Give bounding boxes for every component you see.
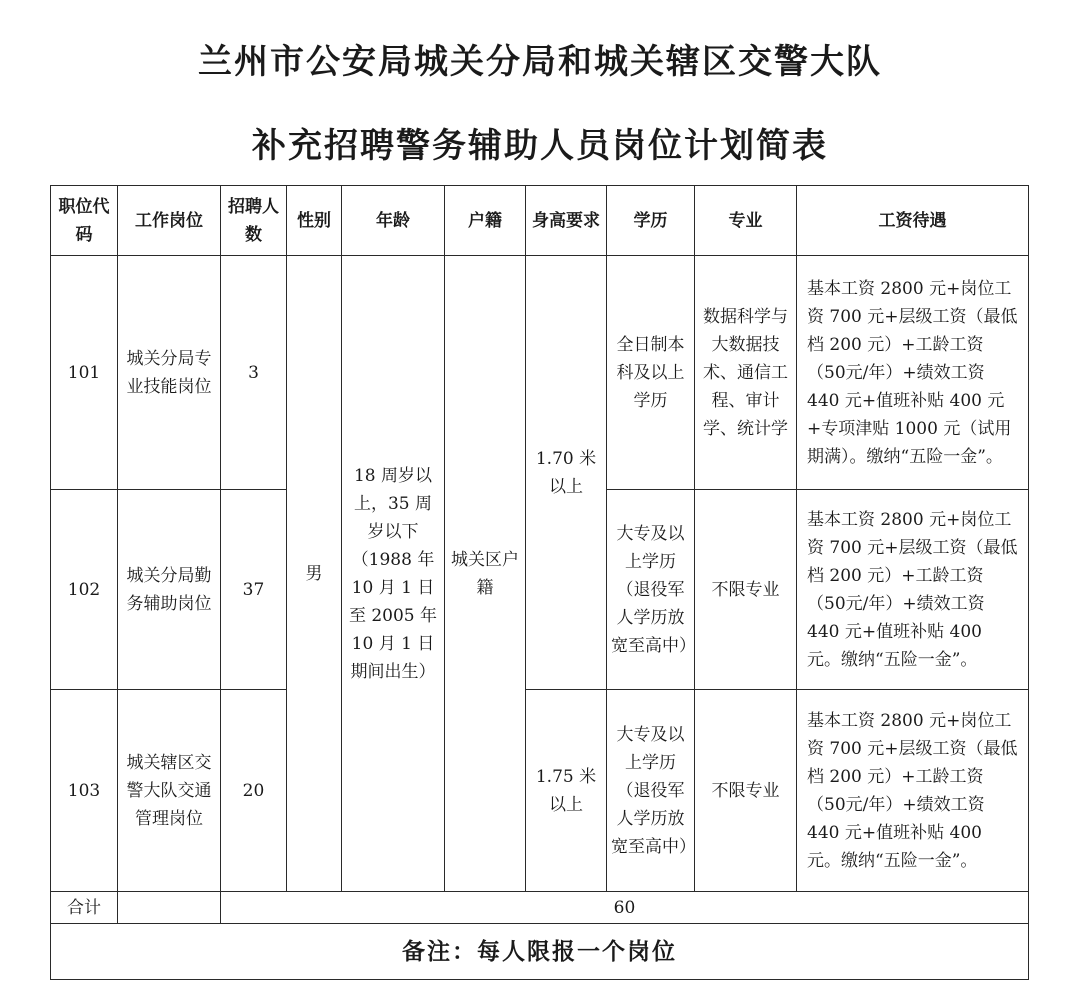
total-value: 60	[221, 892, 1029, 924]
major-requirement: 不限专业	[695, 490, 797, 690]
header-row	[51, 186, 1029, 256]
salary-benefits: 基本工资 2800 元+岗位工资 700 元+层级工资（最低档 200 元）+工龄工资（50元/年）+绩效工资 440 元+值班补贴 400 元。缴纳“五险一金”。	[797, 690, 1029, 892]
total-row	[51, 892, 1029, 924]
header-education: 学历	[607, 186, 695, 256]
position-post: 城关辖区交警大队交通管理岗位	[118, 690, 221, 892]
table-row	[51, 690, 1029, 892]
education-requirement: 大专及以上学历（退役军人学历放宽至高中）	[607, 490, 695, 690]
total-label: 合计	[51, 892, 118, 924]
header-gender: 性别	[287, 186, 342, 256]
position-code: 101	[51, 256, 118, 490]
header-salary: 工资待遇	[797, 186, 1029, 256]
recruitment-plan-table	[50, 185, 1029, 980]
note-row	[51, 924, 1029, 980]
table-row	[51, 256, 1029, 490]
position-post: 城关分局勤务辅助岗位	[118, 490, 221, 690]
position-post: 城关分局专业技能岗位	[118, 256, 221, 490]
page-title-line-1: 兰州市公安局城关分局和城关辖区交警大队	[198, 42, 882, 82]
position-code: 103	[51, 690, 118, 892]
position-count: 3	[221, 256, 287, 490]
header-count: 招聘人数	[221, 186, 287, 256]
salary-benefits: 基本工资 2800 元+岗位工资 700 元+层级工资（最低档 200 元）+工龄工资（50元/年）+绩效工资 440 元+值班补贴 400 元。缴纳“五险一金”。	[797, 490, 1029, 690]
header-post: 工作岗位	[118, 186, 221, 256]
education-requirement: 全日制本科及以上学历	[607, 256, 695, 490]
hukou-requirement: 城关区户籍	[445, 256, 526, 892]
position-code: 102	[51, 490, 118, 690]
total-empty-cell	[118, 892, 221, 924]
remark-note: 备注：每人限报一个岗位	[51, 924, 1029, 980]
height-requirement: 1.75 米以上	[526, 690, 607, 892]
age-requirement: 18 周岁以上，35 周岁以下（1988 年 10 月 1 日至 2005 年 10 月 1 日期间出生）	[342, 256, 445, 892]
header-age: 年龄	[342, 186, 445, 256]
header-major: 专业	[695, 186, 797, 256]
position-count: 37	[221, 490, 287, 690]
height-requirement: 1.70 米以上	[526, 256, 607, 690]
header-height: 身高要求	[526, 186, 607, 256]
page-title-line-2: 补充招聘警务辅助人员岗位计划简表	[252, 126, 828, 166]
salary-benefits: 基本工资 2800 元+岗位工资 700 元+层级工资（最低档 200 元）+工龄工资（50元/年）+绩效工资 440 元+值班补贴 400 元+专项津贴 1000 元（试用期满）。缴纳“五险一金”。	[797, 256, 1029, 490]
education-requirement: 大专及以上学历（退役军人学历放宽至高中）	[607, 690, 695, 892]
position-count: 20	[221, 690, 287, 892]
major-requirement: 数据科学与大数据技术、通信工程、审计学、统计学	[695, 256, 797, 490]
gender-requirement: 男	[287, 256, 342, 892]
header-hukou: 户籍	[445, 186, 526, 256]
major-requirement: 不限专业	[695, 690, 797, 892]
header-code: 职位代码	[51, 186, 118, 256]
